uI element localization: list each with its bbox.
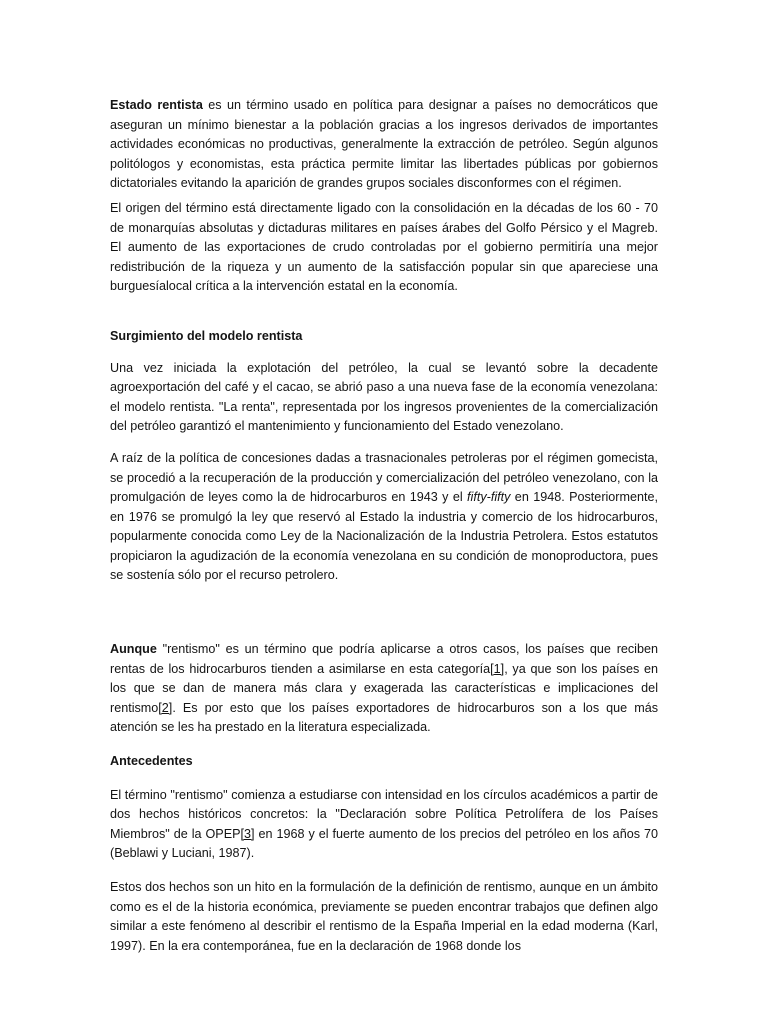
- term-estado-rentista: Estado rentista: [110, 98, 203, 112]
- italic-term: fifty-fifty: [467, 490, 511, 505]
- document-body: [110, 96, 658, 956]
- paragraph-text: A raíz de la política de concesiones dadas a trasnacionales petroleras por el régimen gomecista, se procedió a la recuperación de la producción y comercialización del petróleo venezolano, con la promulgación de leyes como la de hidrocarburos en 1943 y el: [110, 450, 658, 505]
- paragraph-text: en 1948. Posteriormente, en 1976 se promulgó la ley que reservó al Estado la industria y comercio de los hidrocarburos, popularmente conocida como Ley de la Nacionalización de la Industria Petrolera. Estos estatutos propiciaron la agudización de la economía venezolana en su condición de monoproductora, pues se sostenía sólo por el recurso petrolero.: [110, 490, 659, 583]
- section-heading-surgimiento: Surgimiento del modelo rentista: [110, 328, 303, 343]
- paragraph-aunque: [110, 640, 658, 738]
- footnote-link-3[interactable]: [3]: [240, 826, 255, 841]
- section-heading-antecedentes: Antecedentes: [110, 754, 193, 769]
- paragraph-text: es un término usado en política para designar a países no democráticos que aseguran un mínimo bienestar a la población gracias a los ingresos derivados de importantes actividades económicas no productivas, generalmente la extracción de petróleo. Según algunos politólogos y economistas, esta práctica permite limitar las libertades públicas por gobiernos dictatoriales evitando la aparición de grandes grupos sociales disconformes con el régimen.: [110, 98, 658, 191]
- paragraph-text: en 1968 y el fuerte aumento de los precios del petróleo en los años 70 (Beblawi y Luciani, 1987).: [110, 826, 658, 861]
- paragraph-origen: [110, 199, 658, 297]
- paragraph-explotacion: [110, 359, 658, 437]
- paragraph-estado-rentista: [110, 96, 658, 194]
- paragraph-text: "rentismo" es un término que podría aplicarse a otros casos, los países que reciben rentas de los hidrocarburos tienden a asimilarse en esta categoría: [110, 642, 658, 676]
- paragraph-hechos: [110, 878, 658, 956]
- paragraph-text: . Es por esto que los países exportadores de hidrocarburos son a los que más atención se les ha prestado en la literatura especializada.: [110, 700, 658, 735]
- paragraph-text: Una vez iniciada la explotación del petróleo, la cual se levantó sobre la decadente agroexportación del café y el cacao, se abrió paso a una nueva fase de la economía venezolana: el modelo rentista. "La renta", representada por los ingresos provenientes de la comercialización del petróleo garantizó el mantenimiento y funcionamiento del Estado venezolano.: [110, 360, 658, 434]
- footnote-link-2[interactable]: [2]: [158, 700, 173, 715]
- footnote-link-1[interactable]: [1]: [490, 661, 505, 676]
- lead-word: Aunque: [110, 642, 157, 657]
- paragraph-text: El origen del término está directamente ligado con la consolidación en la décadas de los 60 - 70 de monarquías absolutas y dictaduras militares en países árabes del Golfo Pérsico y el Magreb. El aumento de las exportaciones de crudo controladas por el gobierno permitiría una mejor redistribución de la riqueza y un aumento de la satisfacción popular sin que apareciese una burguesíalocal crítica a la intervención estatal en la economía.: [110, 200, 658, 294]
- paragraph-termino-rentismo: [110, 786, 658, 864]
- paragraph-concesiones: [110, 449, 658, 586]
- paragraph-text: , ya que son los países en los que se dan de manera más clara y exagerada las características e implicaciones del rentismo: [110, 661, 658, 715]
- paragraph-text: El término "rentismo" comienza a estudiarse con intensidad en los círculos académicos a partir de dos hechos históricos concretos: la "Declaración sobre Política Petrolífera de los Países Miembros" de la OPEP: [110, 787, 658, 841]
- paragraph-text: Estos dos hechos son un hito en la formulación de la definición de rentismo, aunque en un ámbito como es el de la historia económica, previamente se pueden encontrar trabajos que definen algo similar a este fenómeno al describir el rentismo de la España Imperial en la edad moderna (Karl, 1997). En la era contemporánea, fue en la declaración de 1968 donde los: [110, 880, 658, 953]
